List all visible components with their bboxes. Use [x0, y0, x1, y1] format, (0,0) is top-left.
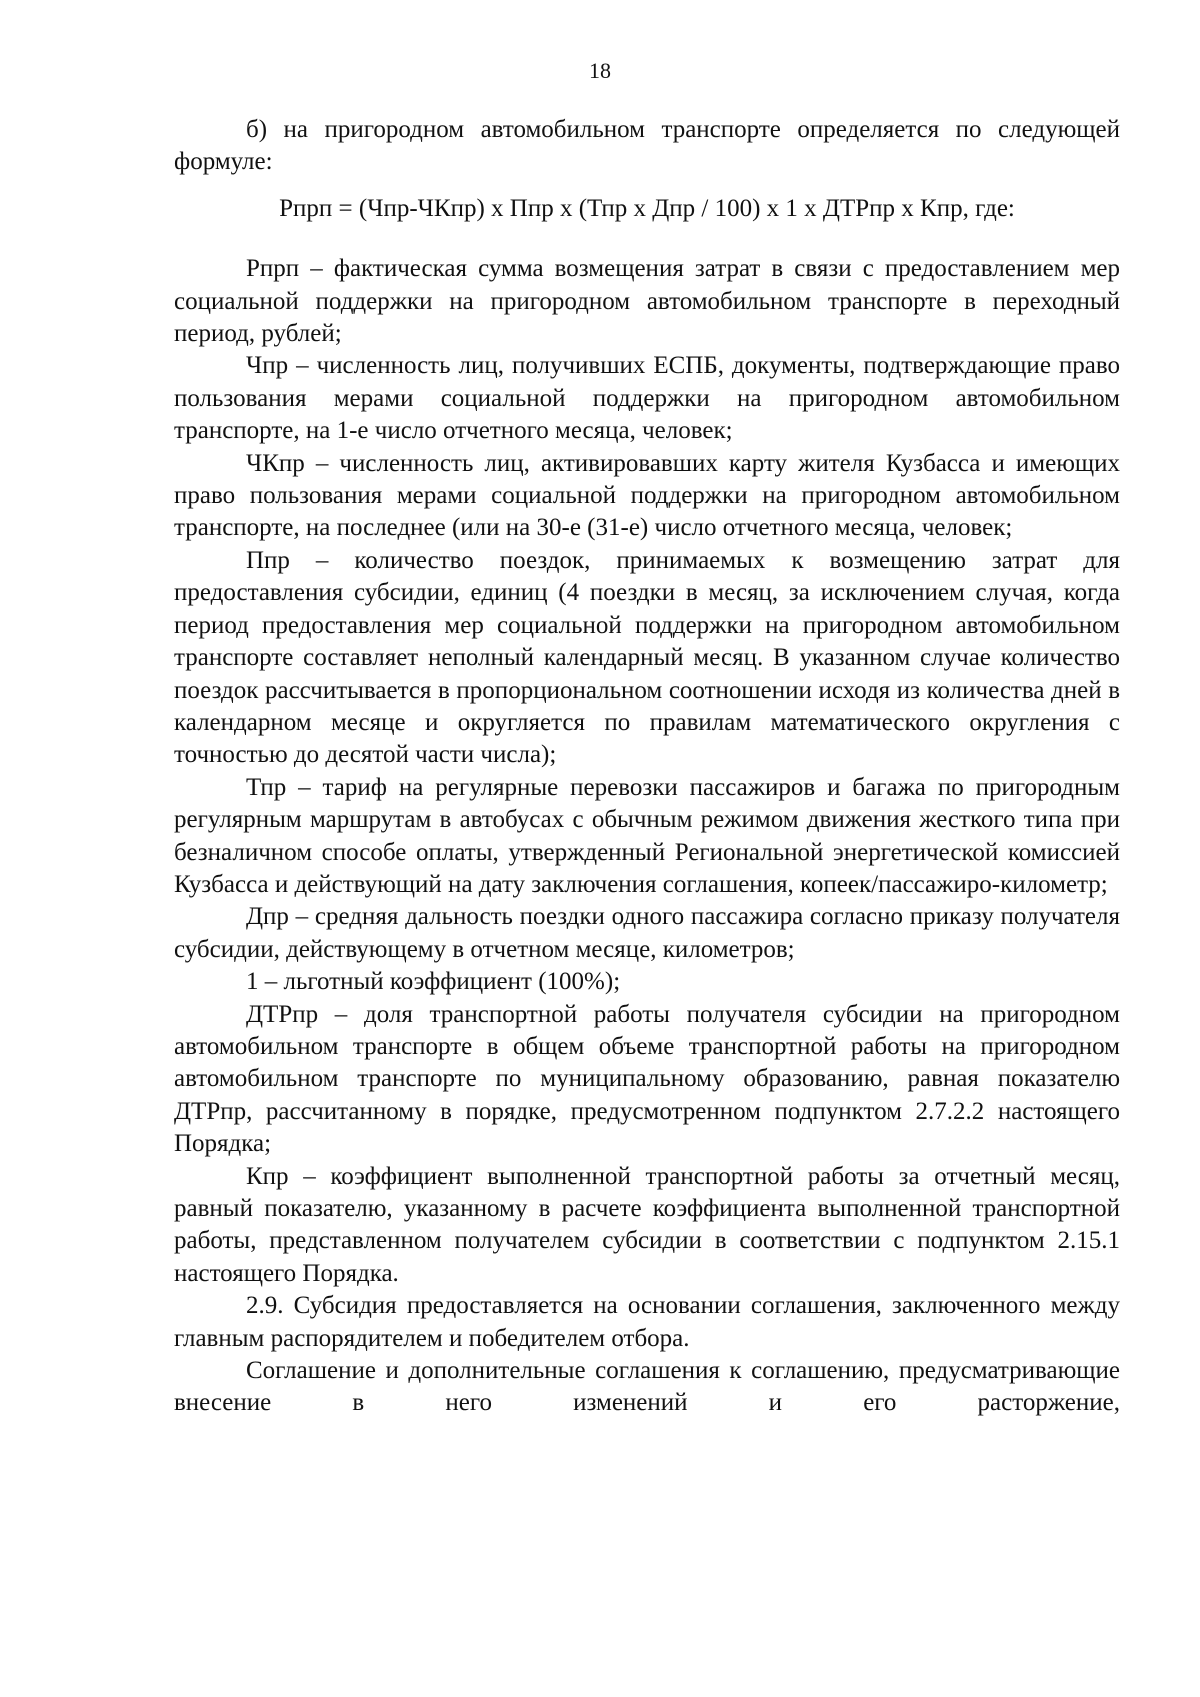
spacer	[174, 243, 1120, 253]
formula: Рпрп = (Чпр-ЧКпр) х Ппр х (Тпр х Дпр / 100) х 1 х ДТРпр х Кпр, где:	[279, 194, 1015, 222]
document-body	[174, 114, 1120, 1420]
definition-chpr: Чпр – численность лиц, получивших ЕСПБ, документы, подтверждающие право пользования мерами социальной поддержки на пригородном автомобильном транспорте, на 1-е число отчетного месяца, человек;	[174, 352, 1120, 445]
agreement-paragraph: Соглашение и дополнительные соглашения к соглашению, предусматривающие внесение в него изменений и его расторжение,	[174, 1357, 1120, 1417]
definition-rprp: Рпрп – фактическая сумма возмещения затрат в связи с предоставлением мер социальной поддержки на пригородном автомобильном транспорте в переходный период, рублей;	[174, 255, 1120, 348]
definition-chkpr: ЧКпр – численность лиц, активировавших карту жителя Кузбасса и имеющих право пользования мерами социальной поддержки на пригородном автомобильном транспорте, на последнее (или на 30-е (31-е) число отчетного месяца, человек;	[174, 449, 1120, 542]
clause-2-9: 2.9. Субсидия предоставляется на основании соглашения, заключенного между главным распорядителем и победителем отбора.	[174, 1292, 1120, 1352]
definition-tpr: Тпр – тариф на регулярные перевозки пассажиров и багажа по пригородным регулярным маршрутам в автобусах с обычным режимом движения жесткого типа при безналичном способе оплаты, утвержденный Региональной энергетической комиссией Кузбасса и действующий на дату заключения соглашения, копеек/пассажиро-километр;	[174, 773, 1120, 898]
definition-coefficient: 1 – льготный коэффициент (100%);	[246, 968, 621, 996]
definition-kpr: Кпр – коэффициент выполненной транспортной работы за отчетный месяц, равный показателю, указанному в расчете коэффициента выполненной транспортной работы, представленном получателем субсидии в соответствии с подпунктом 2.15.1 настоящего Порядка.	[174, 1162, 1120, 1287]
definition-ppr: Ппр – количество поездок, принимаемых к возмещению затрат для предоставления субсидии, единиц (4 поездки в месяц, за исключением случая, когда период предоставления мер социальной поддержки на пригородном автомобильном транспорте составляет неполный календарный месяц. В указанном случае количество поездок рассчитывается в пропорциональном соотношении исходя из количества дней в календарном месяце и округляется по правилам математического округления с точностью до десятой части числа);	[174, 546, 1120, 769]
page-number: 18	[589, 58, 611, 83]
definition-dpr: Дпр – средняя дальность поездки одного пассажира согласно приказу получателя субсидии, действующему в отчетном месяце, километров;	[174, 903, 1120, 963]
intro-paragraph: б) на пригородном автомобильном транспорте определяется по следующей формуле:	[174, 116, 1120, 176]
definition-dtrpr: ДТРпр – доля транспортной работы получателя субсидии на пригородном автомобильном транспорте в общем объеме транспортной работы на пригородном автомобильном транспорте по муниципальному образованию, равная показателю ДТРпр, рассчитанному в порядке, предусмотренном подпунктом 2.7.2.2 настоящего Порядка;	[174, 1000, 1120, 1158]
